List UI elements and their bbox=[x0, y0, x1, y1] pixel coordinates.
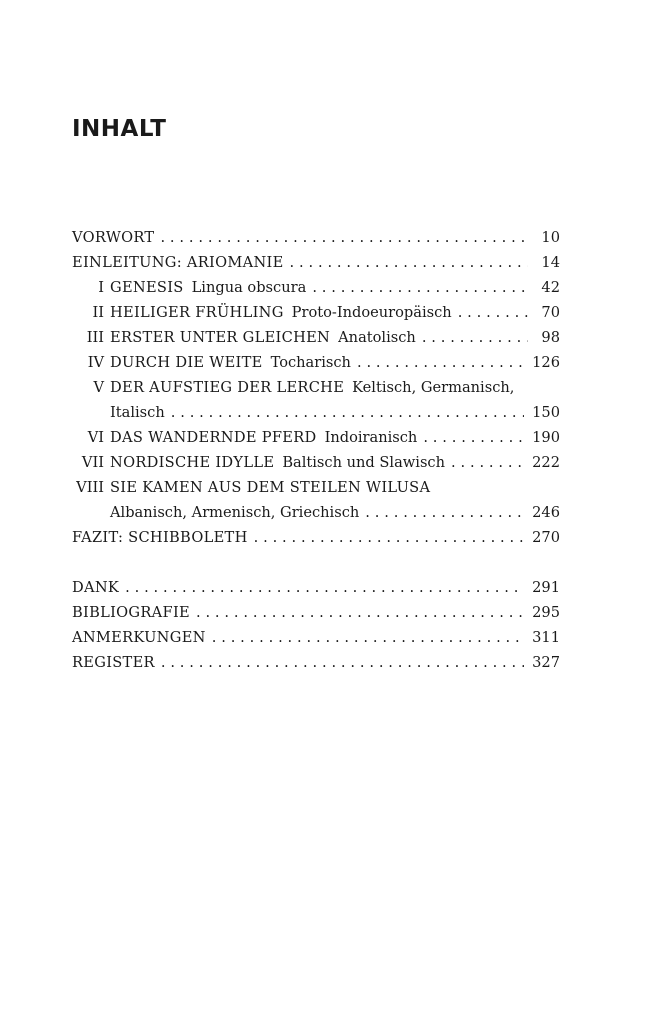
chapter-title: DURCH DIE WEITE bbox=[110, 354, 263, 371]
toc-entry-label: DANK bbox=[72, 579, 120, 596]
page-number: 10 bbox=[541, 229, 560, 246]
dot-leader bbox=[212, 625, 524, 650]
chapter-subtitle: Anatolisch bbox=[338, 329, 416, 346]
chapter-title: DAS WANDERNDE PFERD bbox=[110, 429, 317, 446]
page-number: 311 bbox=[532, 629, 560, 646]
page-number: 222 bbox=[532, 454, 560, 471]
page-number: 126 bbox=[532, 354, 560, 371]
toc-entry-chapter-8[interactable] bbox=[72, 475, 560, 500]
toc-entry-chapter-5[interactable] bbox=[72, 375, 560, 400]
toc-entry-chapter-8-continued[interactable] bbox=[72, 500, 560, 525]
dot-leader bbox=[196, 600, 524, 625]
dot-leader bbox=[125, 575, 524, 600]
chapter-title: HEILIGER FRÜHLING bbox=[110, 304, 284, 321]
chapter-number: VI bbox=[87, 429, 104, 446]
page-number: 246 bbox=[532, 504, 560, 521]
chapter-subtitle: Tocharisch bbox=[270, 354, 351, 371]
chapter-title: SIE KAMEN AUS DEM STEILEN WILUSA bbox=[110, 479, 431, 496]
page-number: 14 bbox=[541, 254, 560, 271]
dot-leader bbox=[451, 450, 524, 475]
page-number: 98 bbox=[541, 329, 560, 346]
chapter-number: V bbox=[93, 379, 104, 396]
dot-leader bbox=[171, 400, 524, 425]
toc-entry-chapter-3[interactable] bbox=[72, 325, 560, 350]
dot-leader bbox=[357, 350, 524, 375]
chapter-subtitle: Baltisch und Slawisch bbox=[282, 454, 446, 471]
toc-main-list bbox=[72, 225, 560, 550]
toc-entry-register[interactable] bbox=[72, 650, 560, 675]
page-number: 190 bbox=[532, 429, 560, 446]
dot-leader bbox=[160, 225, 528, 250]
chapter-subtitle: Lingua obscura bbox=[191, 279, 307, 296]
chapter-subtitle-continued: Albanisch, Armenisch, Griechisch bbox=[110, 504, 360, 521]
chapter-number: I bbox=[98, 279, 104, 296]
dot-leader bbox=[161, 650, 524, 675]
toc-entry-label: REGISTER bbox=[72, 654, 155, 671]
chapter-subtitle: Keltisch, Germanisch, bbox=[352, 379, 515, 396]
toc-entry-bibliografie[interactable] bbox=[72, 600, 560, 625]
toc-entry-chapter-4[interactable] bbox=[72, 350, 560, 375]
toc-entry-dank[interactable] bbox=[72, 575, 560, 600]
toc-entry-fazit[interactable] bbox=[72, 525, 560, 550]
chapter-title: DER AUFSTIEG DER LERCHE bbox=[110, 379, 345, 396]
dot-leader bbox=[458, 300, 528, 325]
toc-entry-label: ANMERKUNGEN bbox=[72, 629, 206, 646]
chapter-number: VIII bbox=[76, 479, 104, 496]
toc-entry-einleitung[interactable] bbox=[72, 250, 560, 275]
toc-entry-chapter-6[interactable] bbox=[72, 425, 560, 450]
dot-leader bbox=[254, 525, 525, 550]
chapter-number: VII bbox=[81, 454, 104, 471]
page-number: 150 bbox=[532, 404, 560, 421]
chapter-number: IV bbox=[87, 354, 104, 371]
chapter-title: NORDISCHE IDYLLE bbox=[110, 454, 275, 471]
page-title: INHALT bbox=[72, 116, 167, 142]
dot-leader bbox=[312, 275, 528, 300]
chapter-number: II bbox=[92, 304, 104, 321]
dot-leader bbox=[422, 325, 528, 350]
toc-entry-label: FAZIT: SCHIBBOLETH bbox=[72, 529, 248, 546]
chapter-subtitle: Indoiranisch bbox=[324, 429, 418, 446]
chapter-number: III bbox=[86, 329, 104, 346]
page-number: 70 bbox=[541, 304, 560, 321]
page-number: 327 bbox=[532, 654, 560, 671]
toc-entry-label: VORWORT bbox=[72, 229, 155, 246]
page-number: 291 bbox=[532, 579, 560, 596]
page-number: 295 bbox=[532, 604, 560, 621]
toc-back-matter-list bbox=[72, 575, 560, 675]
toc-entry-label: EINLEITUNG: ARIOMANIE bbox=[72, 254, 284, 271]
chapter-subtitle-continued: Italisch bbox=[110, 404, 165, 421]
chapter-title: GENESIS bbox=[110, 279, 184, 296]
dot-leader bbox=[290, 250, 528, 275]
toc-entry-chapter-1[interactable] bbox=[72, 275, 560, 300]
dot-leader bbox=[423, 425, 524, 450]
dot-leader bbox=[365, 500, 524, 525]
chapter-subtitle: Proto-Indoeuropäisch bbox=[291, 304, 452, 321]
toc-entry-chapter-5-continued[interactable] bbox=[72, 400, 560, 425]
chapter-title: ERSTER UNTER GLEICHEN bbox=[110, 329, 331, 346]
toc-entry-chapter-2[interactable] bbox=[72, 300, 560, 325]
toc-entry-anmerkungen[interactable] bbox=[72, 625, 560, 650]
page-number: 42 bbox=[541, 279, 560, 296]
toc-entry-chapter-7[interactable] bbox=[72, 450, 560, 475]
toc-entry-vorwort[interactable] bbox=[72, 225, 560, 250]
page-number: 270 bbox=[532, 529, 560, 546]
toc-entry-label: BIBLIOGRAFIE bbox=[72, 604, 190, 621]
